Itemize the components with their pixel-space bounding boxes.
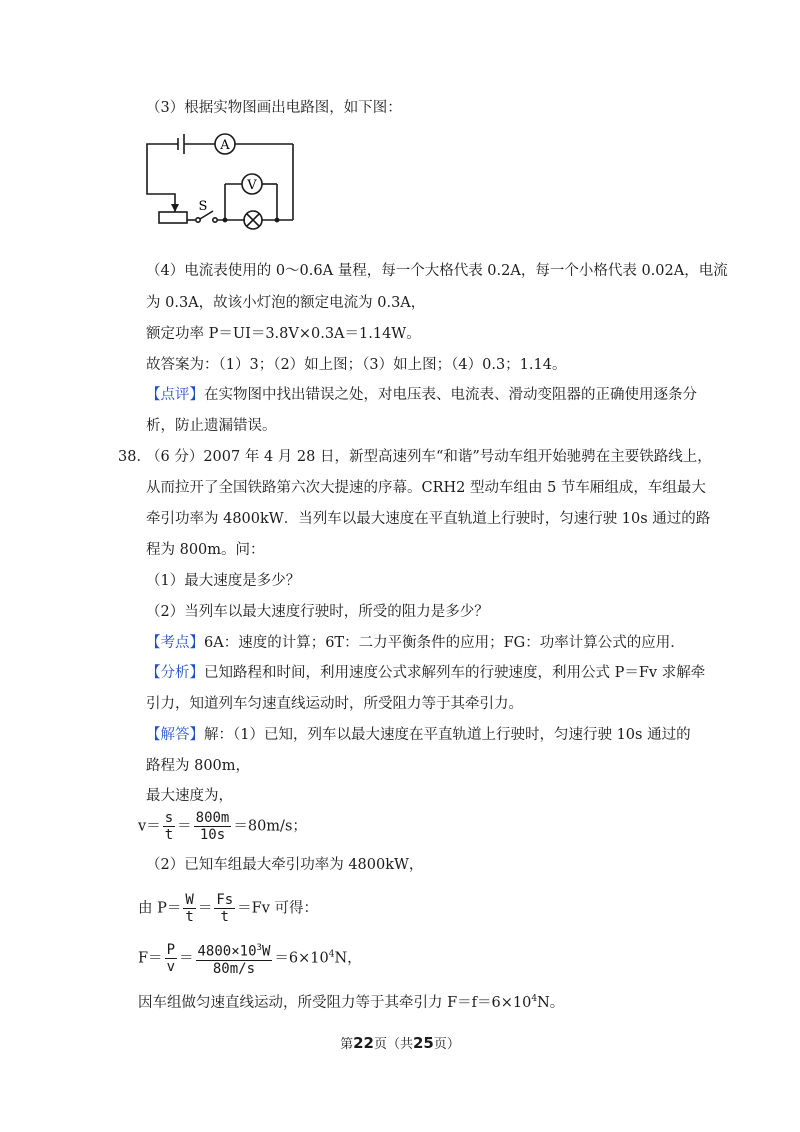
- question-line-3: 牵引功率为 4800kW．当列车以最大速度在平直轨道上行驶时，匀速行驶 10s 通过的路: [146, 511, 711, 527]
- kaodian-tag: 【考点】: [146, 635, 204, 651]
- jieda-line-1: [146, 725, 691, 745]
- comment-text: 在实物图中找出错误之处，对电压表、电流表、滑动变阻器的正确使用逐条分: [204, 387, 697, 403]
- part4-line-2: 为 0.3A，故该小灯泡的额定电流为 0.3A，: [146, 295, 426, 311]
- junction-dot: [223, 218, 228, 223]
- fenxi-text: 已知路程和时间，利用速度公式求解列车的行驶速度，利用公式 P＝Fv 求解牵: [204, 665, 706, 681]
- numerator-base: 4800×10: [197, 943, 257, 960]
- ammeter-label: A: [220, 138, 230, 153]
- question-sub-2: （2）当列车以最大速度行驶时，所受的阻力是多少？: [146, 604, 489, 620]
- equals-sign: ＝: [197, 900, 213, 917]
- junction-dot: [275, 218, 280, 223]
- circuit-diagram: [135, 128, 305, 236]
- footer-prefix: 第: [340, 1037, 354, 1052]
- final-exponent: 4: [531, 994, 538, 1004]
- fenxi-line-2: 引力，知道列车匀速直线运动时，所受阻力等于其牵引力。: [146, 696, 523, 712]
- question-line-2: 从而拉开了全国铁路第六次大提速的序幕。CRH2 型动车组由 5 节车厢组成，车组最大: [146, 480, 706, 496]
- fraction-800m-over-10s: [194, 810, 232, 843]
- jieda-tag: 【解答】: [146, 727, 204, 743]
- kaodian-line: [146, 633, 685, 653]
- part4-line-3: 额定功率 P＝UI＝3.8V×0.3A＝1.14W。: [146, 326, 421, 342]
- fraction-numerator: P: [166, 941, 175, 958]
- numerator-unit: W: [261, 943, 271, 960]
- fraction-p-over-v: [165, 942, 177, 975]
- velocity-result: ＝80m/s；: [233, 818, 307, 835]
- jieda-line-3: 最大速度为，: [146, 788, 233, 804]
- fraction-denominator: 80m/s: [212, 960, 256, 977]
- fenxi-line-1: [146, 663, 705, 683]
- comment-tag: 【点评】: [146, 387, 204, 403]
- fraction-s-over-t: [163, 810, 175, 843]
- part4-answer: 故答案为：（1）3；（2）如上图；（3）如上图；（4）0.3；1.14。: [146, 357, 567, 373]
- power-result: ＝Fv 可得：: [237, 900, 319, 917]
- fraction-numerator: 800m: [195, 810, 230, 826]
- fraction-numerator: s: [164, 810, 174, 826]
- rheostat-slider-arrow: [171, 204, 179, 212]
- current-page-number: 22: [353, 1034, 374, 1052]
- force-lhs: F＝: [138, 950, 163, 967]
- part3-intro: （3）根据实物图画出电路图，如下图：: [146, 100, 402, 116]
- comment-line-2: 析，防止遗漏错误。: [146, 418, 277, 434]
- footer-suffix: 页）: [433, 1037, 460, 1052]
- fraction-power-over-speed: [196, 940, 273, 977]
- equals-sign: ＝: [177, 818, 192, 835]
- fraction-fs-over-t: [214, 892, 235, 925]
- velocity-equation: [138, 810, 307, 843]
- equals-sign: ＝: [179, 950, 194, 967]
- jieda-text: 解：（1）已知，列车以最大速度在平直轨道上行驶时，匀速行驶 10s 通过的: [204, 727, 691, 743]
- switch-label: S: [198, 199, 208, 214]
- numerator-exponent: 3: [256, 943, 262, 953]
- jieda-final-line: [138, 989, 564, 1013]
- final-text: 因车组做匀速直线运动，所受阻力等于其牵引力 F＝f＝6×10: [138, 994, 532, 1011]
- fraction-denominator: t: [220, 909, 229, 925]
- fraction-numerator: W: [185, 892, 194, 908]
- fraction-w-over-t: [183, 892, 195, 925]
- fraction-denominator: v: [166, 958, 175, 975]
- comment-line-1: [146, 385, 697, 405]
- force-result-base: ＝6×10: [274, 950, 329, 967]
- fraction-denominator: t: [164, 827, 174, 843]
- force-equation: [138, 940, 362, 977]
- voltmeter-label: V: [247, 178, 257, 193]
- footer-mid: 页（共: [373, 1037, 413, 1052]
- part4-line-1: （4）电流表使用的 0～0.6A 量程，每一个大格代表 0.2A，每一个小格代表 0.02A，电流: [146, 263, 728, 279]
- velocity-lhs: v＝: [138, 818, 161, 835]
- fraction-numerator: Fs: [216, 892, 234, 908]
- fraction-denominator: 10s: [199, 827, 226, 843]
- kaodian-text: 6A：速度的计算；6T：二力平衡条件的应用；FG：功率计算公式的应用．: [204, 635, 685, 651]
- fraction-denominator: t: [185, 909, 194, 925]
- jieda-line-2: 路程为 800m，: [146, 758, 251, 774]
- question-number: 38．: [118, 449, 151, 465]
- force-result-unit: N，: [334, 950, 362, 967]
- power-equation: [138, 892, 318, 925]
- power-lhs: 由 P＝: [138, 900, 182, 917]
- jieda-line-4: （2）已知车组最大牵引功率为 4800kW，: [146, 857, 424, 873]
- question-line-4: 程为 800m。问：: [146, 542, 265, 558]
- question-line-1: （6 分）2007 年 4 月 28 日，新型高速列车“和谐”号动车组开始驰骋在主要铁路线上，: [146, 449, 712, 465]
- force-result-exponent: 4: [328, 949, 335, 960]
- question-sub-1: （1）最大速度是多少？: [146, 573, 301, 589]
- fraction-numerator: [196, 940, 273, 961]
- total-page-number: 25: [413, 1034, 434, 1052]
- page-footer: [0, 1033, 800, 1052]
- final-unit: N。: [537, 994, 565, 1011]
- fenxi-tag: 【分析】: [146, 665, 204, 681]
